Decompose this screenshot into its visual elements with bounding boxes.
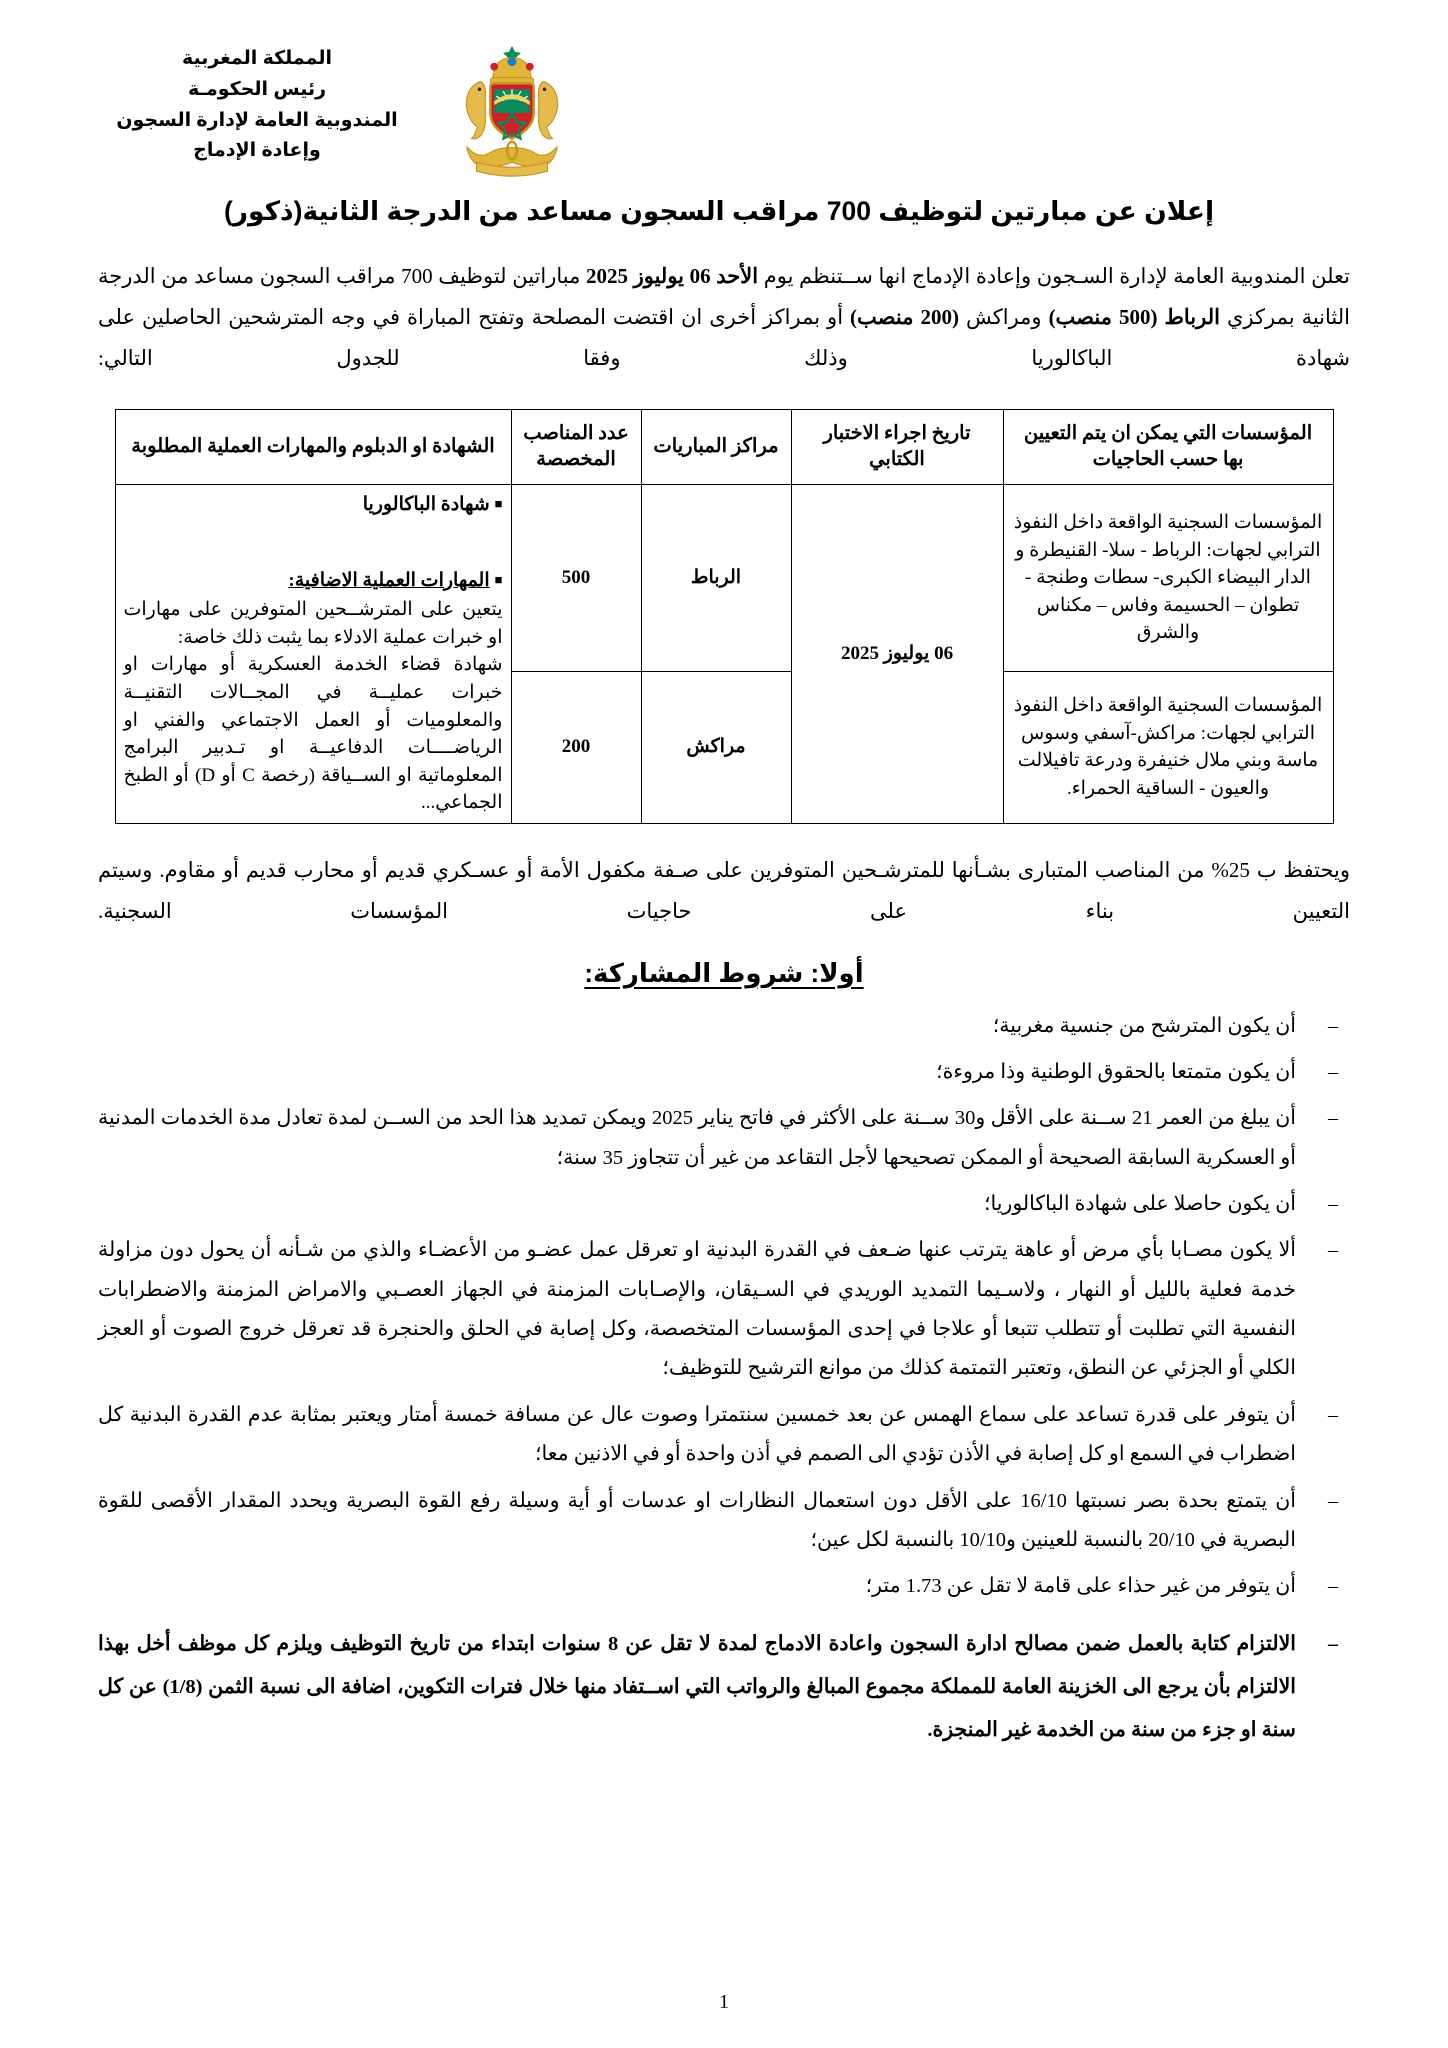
list-item: – أن يكون المترشح من جنسية مغربية؛ (98, 1007, 1350, 1046)
col-header-posts-count: عدد المناصب المخصصة (511, 410, 641, 485)
intro-part-4: أو بمراكز أخرى ان اقتضت المصلحة وتفتح المباراة في وجه المترشحين الحاصلين على شهادة الباكالوريا وذلك وفقا للجدول التالي: (98, 305, 1350, 371)
cell-posts-marrakech: 200 (511, 671, 641, 823)
square-bullet-icon-2: ■ (494, 571, 503, 587)
header-authority-block (92, 38, 422, 167)
page-title: إعلان عن مبارتين لتوظيف 700 مراقب السجون مساعد من الدرجة الثانية(ذكور) (223, 196, 1215, 226)
list-item-commitment: – الالتزام كتابة بالعمل ضمن مصالح ادارة السجون واعادة الادماج لمدة لا تقل عن 8 سنوات ابتداء من تاريخ التوظيف ويلزم كل موظف أخل بهذا الالتزام بأن يرجع الى الخزينة العامة للمملكة مجموع المبالغ والرواتب التي اســتفاد منها خلال فترات التكوين، اضافة الى نسبة الثمن (1/8) عن كل سنة او جزء من سنة من الخدمة غير المنجزة. (98, 1623, 1350, 1752)
cell-center-rabat: الرباط (641, 485, 791, 671)
qualification-bullet-baccalaureate: ■شهادة الباكالوريا (362, 494, 503, 516)
intro-rabat-posts: الرباط (500 منصب) (1048, 305, 1220, 330)
list-item: – أن يكون متمتعا بالحقوق الوطنية وذا مروءة؛ (98, 1053, 1350, 1092)
intro-exam-date: الأحد 06 يوليوز 2025 (585, 264, 759, 289)
qualification-body (124, 596, 503, 816)
col-header-qualifications: الشهادة او الدبلوم والمهارات العملية المطلوبة (115, 410, 511, 485)
col-header-institutions: المؤسسات التي يمكن ان يتم التعيين بها حسب الحاجيات (1003, 410, 1333, 485)
section-title-participation-conditions: أولا: شروط المشاركة: (584, 957, 864, 988)
list-item: – أن يكون حاصلا على شهادة الباكالوريا؛ (98, 1185, 1350, 1224)
intro-part-3: ومراكش (958, 305, 1049, 330)
cell-qualifications (115, 485, 511, 823)
header-line-head-of-government: رئيس الحكومـة (187, 78, 327, 100)
square-bullet-icon: ■ (494, 496, 503, 512)
intro-paragraph (92, 256, 1356, 379)
col-header-exam-date: تاريخ اجراء الاختبار الكتابي (791, 410, 1003, 485)
intro-part-2: مباراتين لتوظيف 700 مراقب السجون مساعد من الدرجة الثانية بمركزي (98, 264, 1350, 330)
col-header-exam-centers: مراكز المباريات (641, 410, 791, 485)
header-line-reintegration: وإعادة الإدماج (193, 140, 321, 162)
page-number: 1 (719, 1991, 729, 2013)
cell-center-marrakech: مراكش (641, 671, 791, 823)
table-header-row (115, 410, 1333, 485)
cell-exam-date: 06 يوليوز 2025 (791, 485, 1003, 823)
cell-posts-rabat: 500 (511, 485, 641, 671)
jobs-table (115, 409, 1334, 823)
list-item: – أن يتوفر من غير حذاء على قامة لا تقل عن 1.73 متر؛ (98, 1567, 1350, 1606)
emblem-container (422, 38, 602, 188)
table-row (115, 485, 1333, 671)
list-item: – أن يبلغ من العمر 21 ســنة على الأقل و30 ســنة على الأكثر في فاتح يناير 2025 ويمكن تمديد هذا الحد من الســن لمدة تعادل مدة الخدمات المدنية أو العسكرية السابقة الصحيحة أو الممكن تصحيحها لأجل التقاعد من غير أن تتجاوز 35 سنة؛ (98, 1099, 1350, 1178)
document-header (92, 38, 1356, 188)
intro-part-1: تعلن المندوبية العامة لإدارة السـجون وإعادة الإدماج انها ســتنظم يوم (758, 264, 1350, 289)
qualification-spacer (124, 521, 503, 567)
header-line-delegation: المندوبية العامة لإدارة السجون (116, 109, 398, 131)
list-item: – ألا يكون مصـابا بأي مرض أو عاهة يترتب عنها ضـعف في القدرة البدنية او تعرقل عمل عضـو من الأعضـاء والذي من شـأنه أن يحول دون مزاولة خدمة فعلية بالليل أو النهار ، ولاسـيما التمديد الوريدي في السـيقان، والإصـابات المزمنة في الجهاز العصـبي والامراض المزمنة والاضطرابات النفسية التي تطلبت أو تتطلب تتبعا أو علاجا في إحدى المؤسسات المتخصصة، وكل إصابة في الحلق والحنجرة قد تعرقل خروج الصوت أو العجز الكلي أو الجزئي عن النطق، وتعتبر التمتمة كذلك من موانع الترشيح للتوظيف؛ (98, 1231, 1350, 1388)
list-item: – أن يتوفر على قدرة تساعد على سماع الهمس عن بعد خمسين سنتمترا وصوت عال عن مسافة خمسة أمتار ويعتبر بمثابة عدم القدرة البدنية كل اضطراب في السمع او كل إصابة في الأذن تؤدي الى الصمم في أذن واحدة أو في الاذنين معا؛ (98, 1396, 1350, 1475)
cell-institutions-marrakech: المؤسسات السجنية الواقعة داخل النفوذ الترابي لجهات: مراكش-آسفي وسوس ماسة وبني ملال خنيفرة ودرعة تافيلالت والعيون - الساقية الحمراء. (1003, 671, 1333, 823)
qualification-bullet-extra-skills: ■المهارات العملية الاضافية: (288, 569, 503, 591)
moroccan-coat-of-arms-icon (446, 40, 578, 188)
header-line-kingdom: المملكة المغربية (181, 48, 333, 69)
list-item: – أن يتمتع بحدة بصر نسبتها 16/10 على الأقل دون استعمال النظارات او عدسات أو أية وسيلة رفع القوة البصرية ويحدد المقدار الأقصى للقوة البصرية في 20/10 بالنسبة للعينين و10/10 بالنسبة لكل عين؛ (98, 1482, 1350, 1561)
conditions-list (92, 1007, 1356, 1752)
quota-note-paragraph: ويحتفظ ب 25% من المناصب المتبارى بشـأنها للمترشـحين المتوفرين على صـفة مكفول الأمة أو عسـكري قديم أو محارب قديم أو مقاوم. وسيتم التعيين بناء على حاجيات المؤسسات السجنية. (98, 857, 1350, 923)
intro-marrakech-posts: (200 منصب) (850, 305, 959, 330)
cell-institutions-rabat: المؤسسات السجنية الواقعة داخل النفوذ الترابي لجهات: الرباط - سلا- القنيطرة و الدار البيضاء الكبرى- سطات وطنجة - تطوان – الحسيمة وفاس – مكناس والشرق (1003, 485, 1333, 671)
qualification-body-line-2: شهادة قضاء الخدمة العسكرية أو مهارات او خبرات عمليــة في المجــالات التقنيــة والمعلوميات أو العمل الاجتماعي والفني او الرياضــــات الدفاعيــة او تـدبير البرامج المعلوماتية او الســياقة (رخصة C أو D) أو الطبخ الجماعي... (123, 654, 503, 814)
qualification-body-line-1: يتعين على المترشــحين المتوفرين على مهارات او خبرات عملية الادلاء بما يثبت ذلك خاصة: (123, 599, 503, 648)
